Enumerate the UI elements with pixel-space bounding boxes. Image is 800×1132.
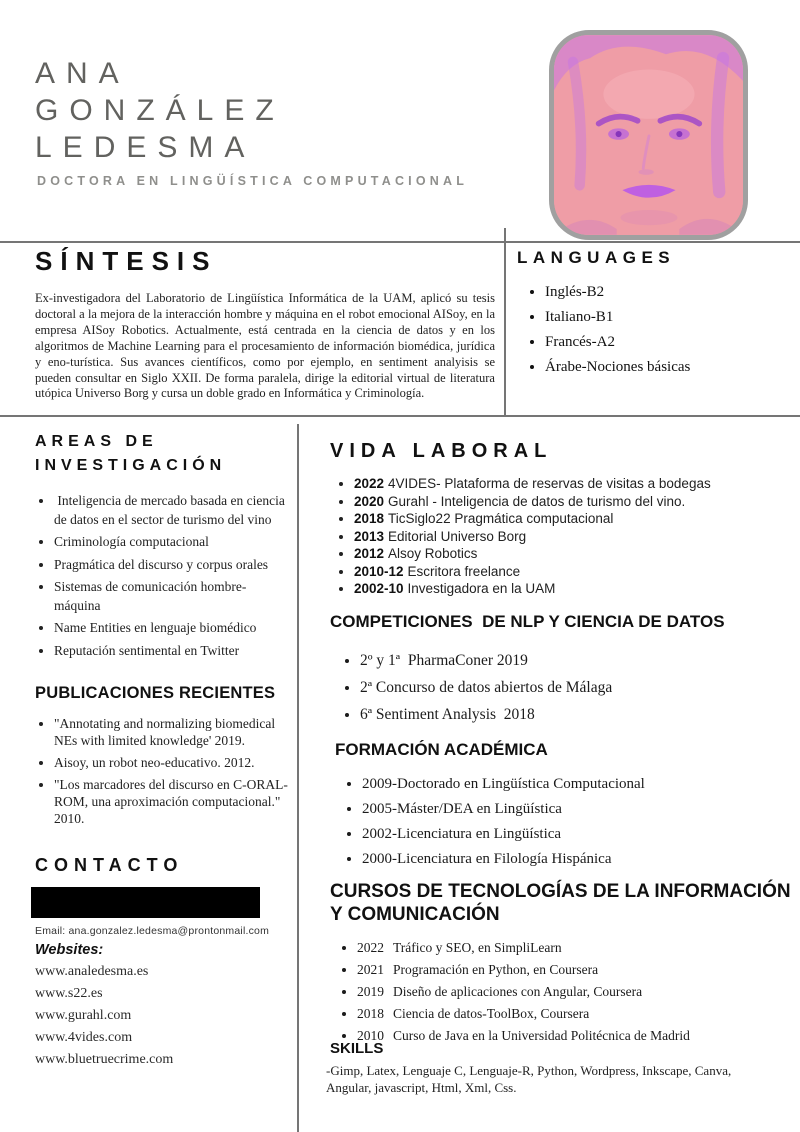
websites-list xyxy=(35,964,290,1068)
job-year: 2010-12 xyxy=(354,563,404,579)
education-item: • 2005-Máster/DEA en Lingüística xyxy=(362,801,795,818)
publication-item: • Aisoy, un robot neo-educativo. 2012. xyxy=(54,754,290,771)
course-year: 2019 xyxy=(357,984,384,999)
course-text: Curso de Java en la Universidad Politécnica de Madrid xyxy=(393,1028,690,1043)
course-text: Ciencia de datos-ToolBox, Coursera xyxy=(393,1006,590,1021)
job-text: Editorial Universo Borg xyxy=(388,528,527,544)
job-text: Alsoy Robotics xyxy=(388,546,478,561)
name-line: GONZÁLEZ xyxy=(35,94,285,127)
section-publicaciones xyxy=(35,684,290,832)
course-text: Programación en Python, en Coursera xyxy=(393,962,599,977)
website-item: www.4vides.com xyxy=(35,1030,133,1045)
section-cursos xyxy=(330,880,800,1050)
competition-item: • 2ª Concurso de datos abiertos de Málaga xyxy=(360,679,792,697)
person-job-title: DOCTORA EN LINGÜÍSTICA COMPUTACIONAL xyxy=(37,174,469,188)
area-item: • Sistemas de comunicación hombre-máquina xyxy=(54,578,290,615)
course-year: 2021 xyxy=(357,962,384,977)
education-item: • 2000-Licenciatura en Filología Hispánica xyxy=(362,851,795,868)
job-text: Gurahl - Inteligencia de datos de turismo del vino. xyxy=(388,493,686,509)
area-item: • Criminología computacional xyxy=(54,533,290,552)
course-year: 2010 xyxy=(357,1028,384,1043)
skills-text: -Gimp, Latex, Lenguaje C, Lenguaje-R, Python, Wordpress, Inkscape, Canva, Angular, javascript, Html, Xml, Css. xyxy=(326,1063,732,1095)
course-item xyxy=(357,962,800,978)
job-year: 2012 xyxy=(354,546,385,561)
course-text: Diseño de aplicaciones con Angular, Coursera xyxy=(393,984,643,999)
name-line: ANA xyxy=(35,57,130,90)
vida-laboral-title: VIDA LABORAL xyxy=(330,440,553,462)
portrait-illustration xyxy=(554,35,743,235)
website-item: www.gurahl.com xyxy=(35,1008,132,1023)
job-year: 2022 xyxy=(354,476,385,491)
divider-horizontal-top xyxy=(0,241,800,243)
job-text: Investigadora en la UAM xyxy=(407,581,556,596)
competition-item: • 6ª Sentiment Analysis 2018 xyxy=(360,706,792,724)
languages-title: LANGUAGES xyxy=(517,248,676,267)
section-languages xyxy=(517,248,787,384)
section-areas-investigacion xyxy=(35,430,290,664)
job-item xyxy=(354,563,792,581)
area-item: • Reputación sentimental en Twitter xyxy=(54,642,290,661)
websites-label: Websites: xyxy=(35,942,104,958)
job-text: TicSiglo22 Pragmática computacional xyxy=(388,511,614,526)
section-skills xyxy=(326,1040,771,1096)
section-competiciones xyxy=(330,612,792,733)
profile-photo xyxy=(549,30,748,240)
job-year: 2002-10 xyxy=(354,581,404,596)
education-item: • 2002-Licenciatura en Lingüística xyxy=(362,826,795,843)
job-year: 2018 xyxy=(354,511,385,526)
section-contacto xyxy=(35,855,290,1074)
publicaciones-list xyxy=(35,715,290,827)
area-item: • Inteligencia de mercado basada en ciencia de datos en el sector de turismo del vino xyxy=(54,492,290,529)
publication-item: • "Los marcadores del discurso en C-ORAL-ROM, una aproximación computacional." 2010. xyxy=(54,776,290,827)
divider-vertical-languages xyxy=(504,228,506,416)
redacted-contact-block xyxy=(31,887,260,918)
job-text: 4VIDES- Plataforma de reservas de visitas a bodegas xyxy=(388,476,711,491)
section-formacion xyxy=(335,740,795,876)
cursos-list xyxy=(330,940,800,1044)
section-sintesis xyxy=(35,246,495,402)
language-item: • Italiano-B1 xyxy=(545,309,787,326)
sintesis-title: SÍNTESIS xyxy=(35,246,218,276)
competiciones-title: COMPETICIONES DE NLP Y CIENCIA DE DATOS xyxy=(330,612,725,631)
course-year: 2022 xyxy=(357,940,384,955)
job-item xyxy=(354,475,792,493)
language-item: • Árabe-Nociones básicas xyxy=(545,359,787,376)
contact-email: Email: ana.gonzalez.ledesma@prontonmail.com xyxy=(35,925,270,937)
divider-horizontal-mid xyxy=(0,415,800,417)
job-item xyxy=(354,580,792,598)
job-item xyxy=(354,528,792,546)
job-year: 2013 xyxy=(354,528,385,544)
sintesis-body: Ex-investigadora del Laboratorio de Lingüística Informática de la UAM, aplicó su tesis doctoral a la mejora de la interacción hombre y máquina en el robot emocional AISoy, en la empresa AISoy Robotics. Actualmente, está centrada en la ciencia de datos y en los algoritmos de Machine Learning para el procesamiento de información biomédica, jurídica y eno-turística. Sus avances científicos, como por ejemplo, en sentiment analyisis se pueden consultar en Siglo XXII. De forma paralela, dirige la editorial virtual de literatura utópica Universo Borg y cursa un doble grado en Informática y Criminología. xyxy=(35,291,495,401)
publicaciones-title: PUBLICACIONES RECIENTES xyxy=(35,684,276,702)
publication-item: • "Annotating and normalizing biomedical NEs with limited knowledge' 2019. xyxy=(54,715,290,749)
areas-list xyxy=(35,492,290,660)
website-item: www.bluetruecrime.com xyxy=(35,1052,174,1067)
language-item: • Francés-A2 xyxy=(545,334,787,351)
education-item: • 2009-Doctorado en Lingüística Computacional xyxy=(362,776,795,793)
formacion-title: FORMACIÓN ACADÉMICA xyxy=(335,740,548,759)
job-item xyxy=(354,510,792,528)
languages-list xyxy=(517,284,787,376)
course-item xyxy=(357,1006,800,1022)
competition-item: • 2º y 1ª PharmaConer 2019 xyxy=(360,652,792,670)
website-item: www.s22.es xyxy=(35,986,103,1001)
website-item: www.analedesma.es xyxy=(35,964,149,979)
areas-title: AREAS DE INVESTIGACIÓN xyxy=(35,433,227,474)
language-item: • Inglés-B2 xyxy=(545,284,787,301)
job-item xyxy=(354,545,792,563)
job-text: Escritora freelance xyxy=(407,563,521,579)
course-year: 2018 xyxy=(357,1006,384,1021)
course-text: Tráfico y SEO, en SimpliLearn xyxy=(393,940,562,955)
divider-vertical-columns xyxy=(297,424,299,1132)
name-line: LEDESMA xyxy=(35,131,256,164)
competiciones-list xyxy=(330,652,792,724)
cursos-title: CURSOS DE TECNOLOGÍAS DE LA INFORMACIÓN Y COMUNICACIÓN xyxy=(330,881,791,925)
formacion-list xyxy=(335,776,795,868)
contacto-title: CONTACTO xyxy=(35,855,184,875)
area-item: • Name Entities en lenguaje biomédico xyxy=(54,619,290,638)
skills-title: SKILLS xyxy=(330,1040,384,1057)
area-item: • Pragmática del discurso y corpus orales xyxy=(54,556,290,575)
course-item xyxy=(357,940,800,956)
job-item xyxy=(354,493,792,511)
person-name xyxy=(35,55,285,166)
job-year: 2020 xyxy=(354,493,385,509)
section-vida-laboral xyxy=(330,440,792,598)
course-item xyxy=(357,984,800,1000)
vida-laboral-list xyxy=(330,475,792,598)
